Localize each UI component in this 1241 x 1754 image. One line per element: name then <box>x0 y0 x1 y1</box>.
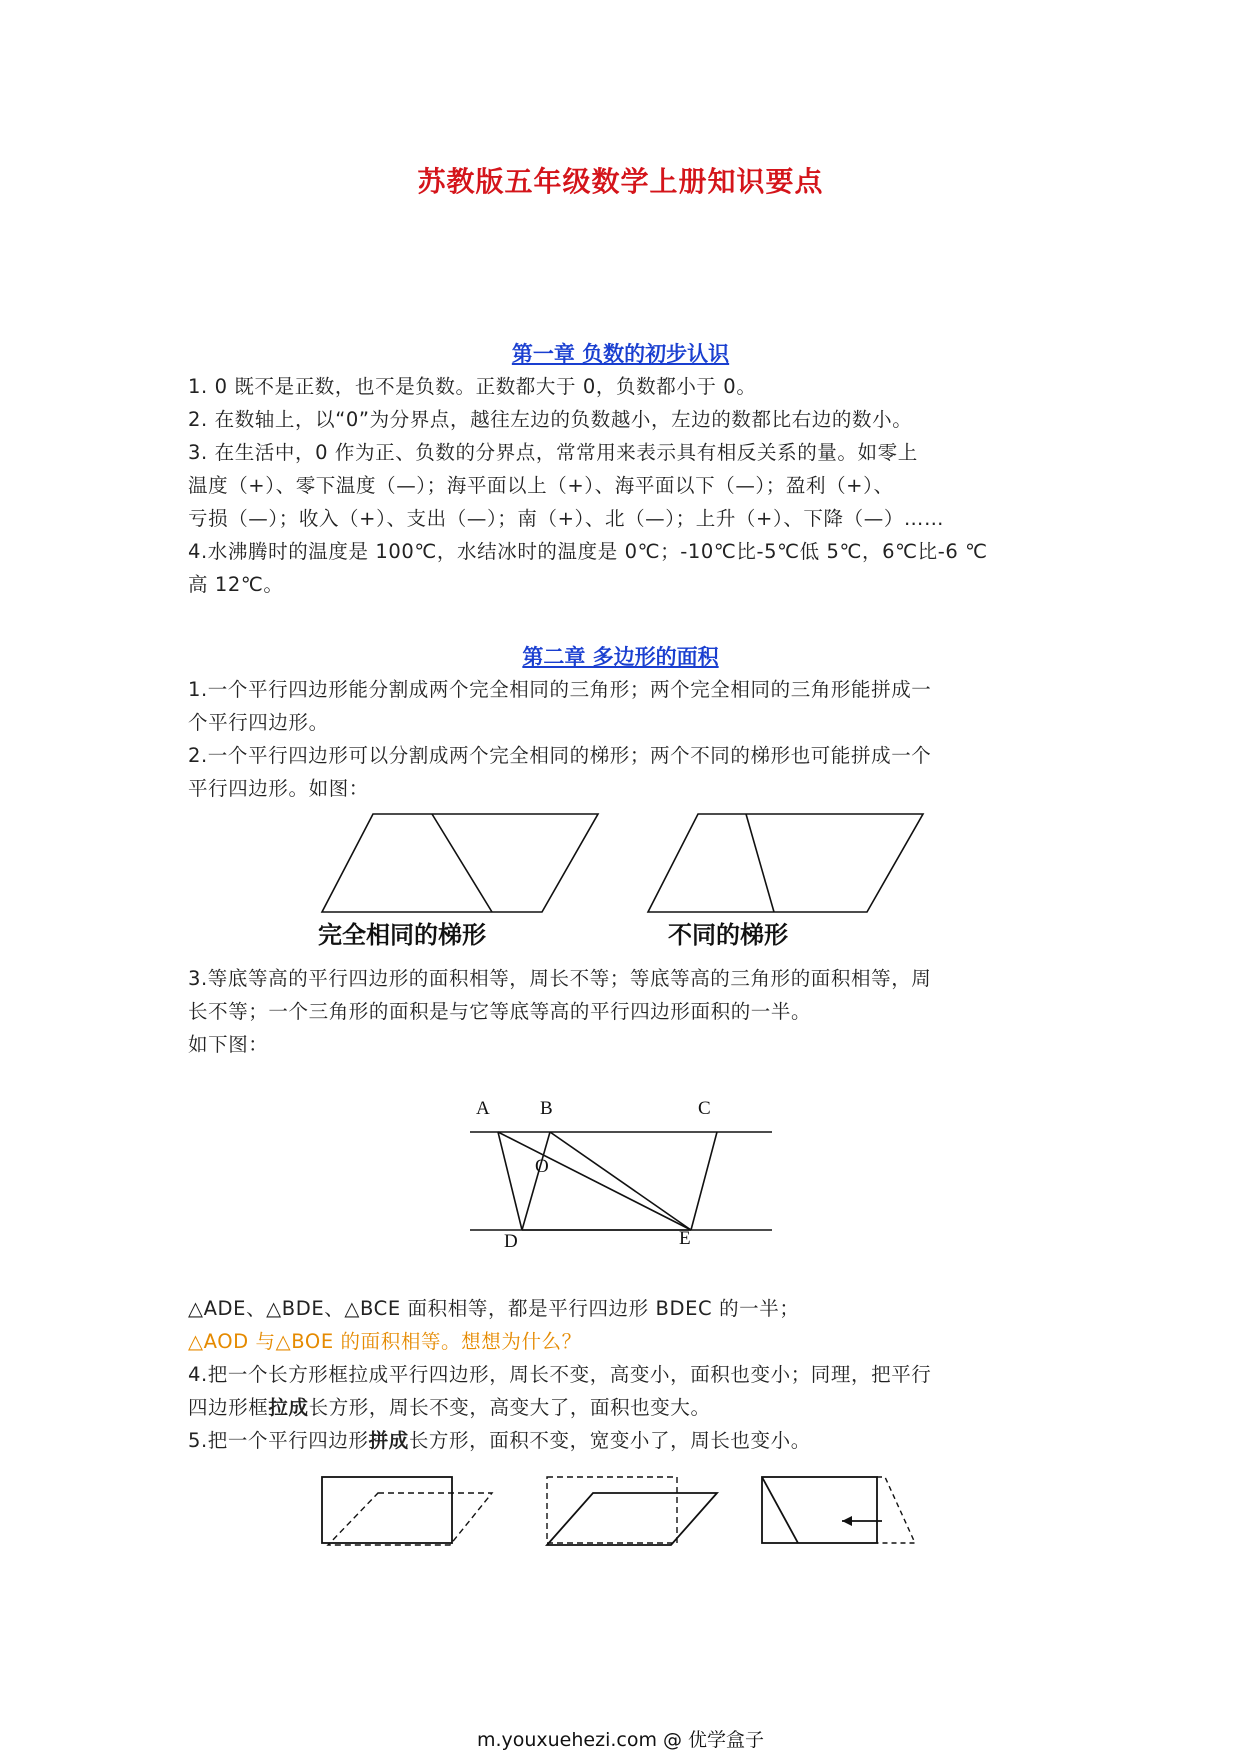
footer-source: m.youxuehezi.com @ 优学盒子 <box>476 1729 765 1751</box>
label-E: E <box>679 1228 691 1249</box>
p5-text-post: 长方形，面积不变，宽变小了，周长也变小。 <box>408 1429 811 1452</box>
ch2-paragraph-4b <box>188 1391 1058 1424</box>
ch2-paragraph-4a: 4.把一个长方形框拉成平行四边形，周长不变，高变小，面积也变小；同理，把平行 <box>188 1363 932 1386</box>
p4b-text-bold: 拉成 <box>268 1396 309 1419</box>
cut-and-shift-figure <box>760 1475 920 1550</box>
question-line: △AOD 与△BOE 的面积相等。想想为什么？ <box>188 1330 582 1353</box>
ch1-paragraph-3a: 3. 在生活中，0 作为正、负数的分界点，常常用来表示具有相反关系的量。如零上 <box>188 441 918 464</box>
chapter1-heading: 第一章 负数的初步认识 <box>511 342 730 366</box>
caption-different-trapezoid: 不同的梯形 <box>668 920 788 949</box>
ch1-paragraph-4a: 4.水沸腾时的温度是 100℃，水结冰时的温度是 0℃；-10℃比-5℃低 5℃，6℃比-6 ℃ <box>188 540 988 563</box>
label-O: O <box>535 1156 549 1177</box>
triangle-area-note: △ADE、△BDE、△BCE 面积相等，都是平行四边形 BDEC 的一半； <box>188 1297 800 1320</box>
ch2-paragraph-5 <box>188 1424 1058 1457</box>
label-D: D <box>504 1231 518 1252</box>
label-C: C <box>698 1098 711 1119</box>
ch2-paragraph-1a: 1.一个平行四边形能分割成两个完全相同的三角形；两个完全相同的三角形能拼成一 <box>188 678 932 701</box>
chapter2-heading: 第二章 多边形的面积 <box>522 645 719 669</box>
ch2-paragraph-3b: 长不等；一个三角形的面积是与它等底等高的平行四边形面积的一半。 <box>188 1000 812 1023</box>
p4b-text-post: 长方形，周长不变，高变大了，面积也变大。 <box>308 1396 711 1419</box>
parallelogram-to-rectangle-figure <box>545 1475 725 1550</box>
p5-text-pre: 5.把一个平行四边形 <box>188 1429 369 1452</box>
label-A: A <box>476 1098 490 1119</box>
ch2-paragraph-2a: 2.一个平行四边形可以分割成两个完全相同的梯形；两个不同的梯形也可能拼成一个 <box>188 744 932 767</box>
ch1-paragraph-4b: 高 12℃。 <box>188 573 284 596</box>
ch1-paragraph-2: 2. 在数轴上，以“0”为分界点，越往左边的负数越小，左边的数都比右边的数小。 <box>188 408 913 431</box>
p5-text-bold: 拼成 <box>368 1429 409 1452</box>
ch2-paragraph-3a: 3.等底等高的平行四边形的面积相等，周长不等；等底等高的三角形的面积相等，周 <box>188 967 932 990</box>
p4b-text-pre: 四边形框 <box>188 1396 269 1419</box>
trapezoid-figure-different <box>646 812 926 917</box>
label-B: B <box>540 1098 553 1119</box>
triangle-area-figure <box>460 1090 780 1260</box>
ch2-paragraph-2b: 平行四边形。如图： <box>188 777 369 800</box>
caption-same-trapezoid: 完全相同的梯形 <box>318 920 486 949</box>
page-title: 苏教版五年级数学上册知识要点 <box>417 165 824 198</box>
ch2-paragraph-3c: 如下图： <box>188 1033 269 1056</box>
trapezoid-figure-same <box>320 812 600 917</box>
rectangle-to-parallelogram-figure <box>320 1475 500 1550</box>
ch1-paragraph-1: 1. 0 既不是正数，也不是负数。正数都大于 0，负数都小于 0。 <box>188 375 757 398</box>
ch1-paragraph-3c: 亏损（—）；收入（+）、支出（—）；南（+）、北（—）；上升（+）、下降（—）…… <box>188 507 945 530</box>
ch2-paragraph-1b: 个平行四边形。 <box>188 711 329 734</box>
ch1-paragraph-3b: 温度（+）、零下温度（—）；海平面以上（+）、海平面以下（—）；盈利（+）、 <box>188 474 894 497</box>
